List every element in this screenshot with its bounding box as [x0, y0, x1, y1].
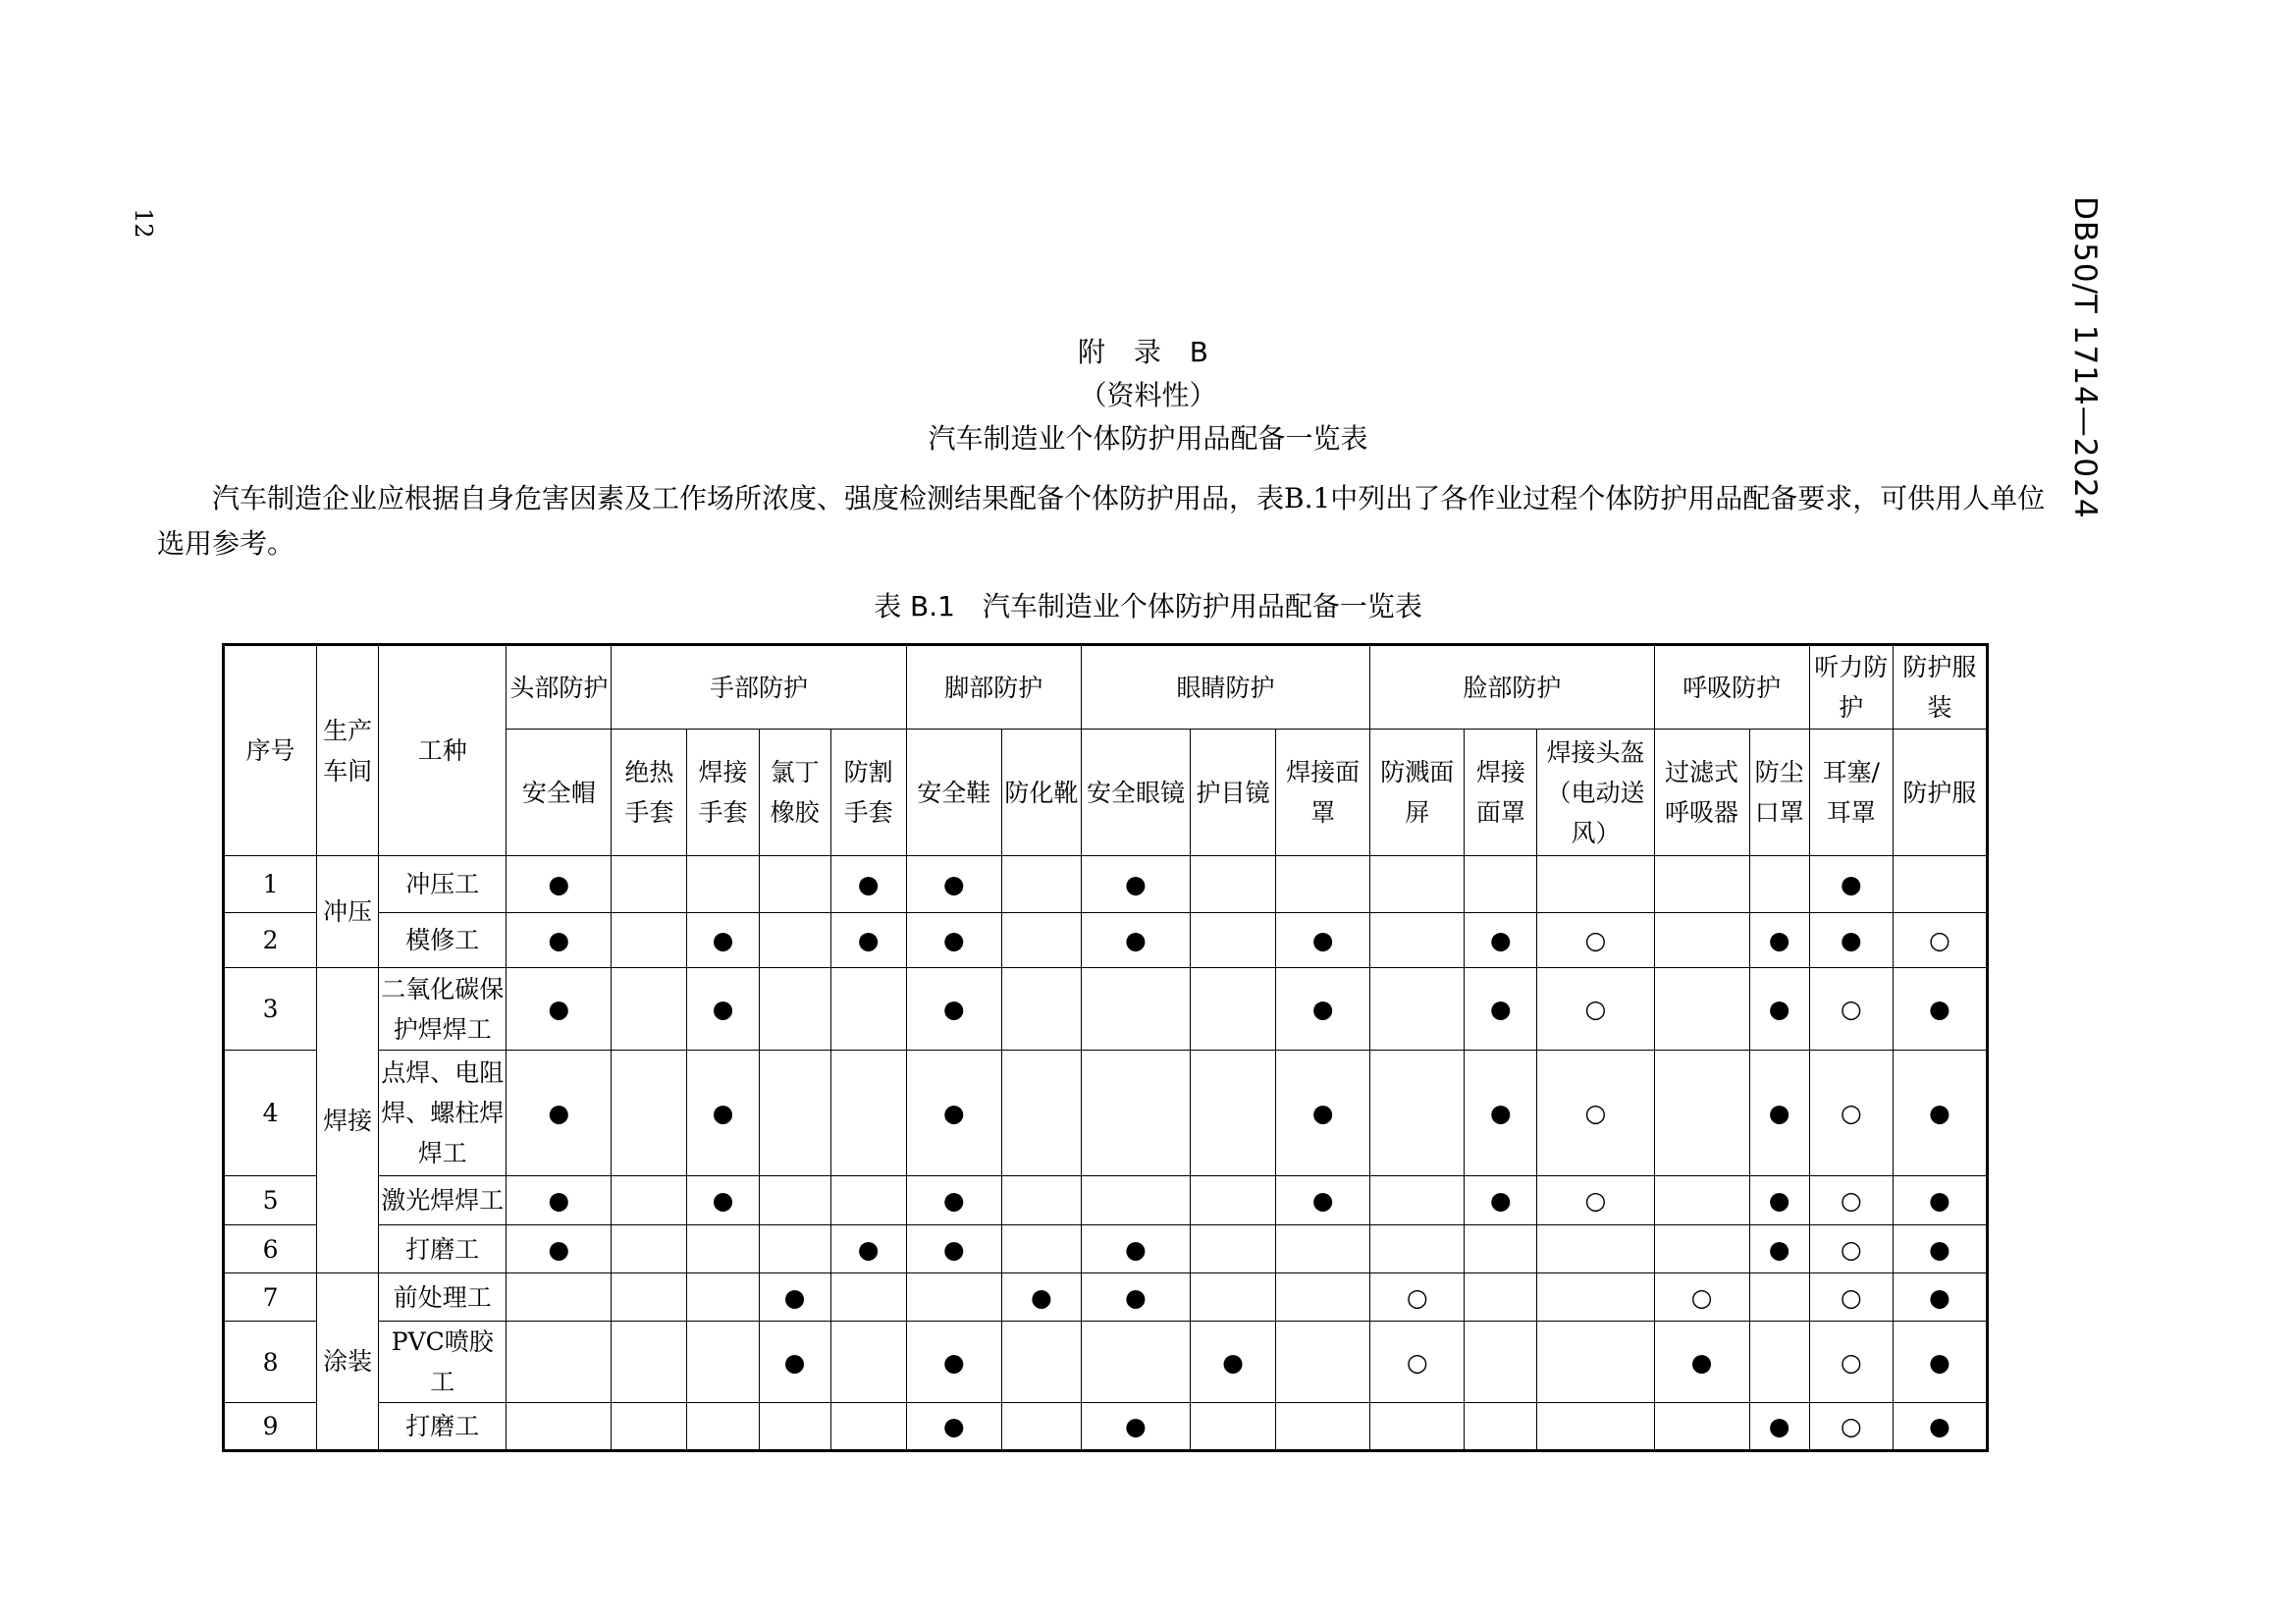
empty-cell — [1465, 1225, 1537, 1273]
header-group-hand: 手部防护 — [612, 645, 906, 730]
header-item: 焊接面罩 — [1465, 730, 1537, 856]
empty-cell — [1654, 1051, 1749, 1176]
empty-cell — [1276, 1273, 1370, 1322]
table-row — [224, 968, 1988, 1051]
header-item: 绝热手套 — [612, 730, 687, 856]
header-group-face: 脸部防护 — [1370, 645, 1654, 730]
row-seq: 4 — [224, 1051, 317, 1176]
header-item: 护目镜 — [1191, 730, 1276, 856]
header-item: 过滤式呼吸器 — [1654, 730, 1749, 856]
empty-cell — [1893, 856, 1987, 913]
empty-cell — [612, 913, 687, 968]
header-item: 安全帽 — [507, 730, 612, 856]
empty-cell — [1081, 968, 1190, 1051]
empty-cell — [759, 968, 830, 1051]
ppe-table — [222, 643, 1989, 1452]
required-mark: ● — [906, 1051, 1001, 1176]
empty-cell — [759, 1051, 830, 1176]
table-row — [224, 913, 1988, 968]
table-row — [224, 1322, 1988, 1403]
row-job: 冲压工 — [379, 856, 507, 913]
empty-cell — [1370, 1051, 1465, 1176]
header-item: 防溅面屏 — [1370, 730, 1465, 856]
row-seq: 7 — [224, 1273, 317, 1322]
empty-cell — [1537, 1225, 1654, 1273]
required-mark: ● — [1809, 913, 1893, 968]
empty-cell — [1654, 968, 1749, 1051]
required-mark: ● — [507, 968, 612, 1051]
empty-cell — [1001, 1051, 1081, 1176]
required-mark: ● — [1749, 968, 1809, 1051]
empty-cell — [1191, 1176, 1276, 1225]
page-number: 12 — [130, 208, 157, 239]
empty-cell — [759, 913, 830, 968]
empty-cell — [1191, 913, 1276, 968]
table-row — [224, 1273, 1988, 1322]
required-mark: ● — [1749, 1225, 1809, 1273]
header-item: 氯丁橡胶 — [759, 730, 830, 856]
row-seq: 1 — [224, 856, 317, 913]
empty-cell — [507, 1322, 612, 1403]
empty-cell — [1537, 1403, 1654, 1451]
row-seq: 6 — [224, 1225, 317, 1273]
row-job: 二氧化碳保护焊焊工 — [379, 968, 507, 1051]
required-mark: ● — [1893, 1051, 1987, 1176]
optional-mark: ○ — [1370, 1322, 1465, 1403]
header-item: 焊接手套 — [687, 730, 759, 856]
required-mark: ● — [906, 856, 1001, 913]
empty-cell — [612, 1225, 687, 1273]
empty-cell — [1001, 913, 1081, 968]
row-job: PVC喷胶工 — [379, 1322, 507, 1403]
empty-cell — [1191, 1403, 1276, 1451]
empty-cell — [1001, 1403, 1081, 1451]
header-item: 安全鞋 — [906, 730, 1001, 856]
empty-cell — [1001, 1176, 1081, 1225]
required-mark: ● — [1276, 1051, 1370, 1176]
header-group-clothing: 防护服装 — [1893, 645, 1987, 730]
required-mark: ● — [1749, 1176, 1809, 1225]
table-row — [224, 856, 1988, 913]
optional-mark: ○ — [1809, 1176, 1893, 1225]
row-workshop: 冲压 — [317, 856, 379, 968]
empty-cell — [1749, 1322, 1809, 1403]
required-mark: ● — [1809, 856, 1893, 913]
required-mark: ● — [507, 1176, 612, 1225]
empty-cell — [759, 1225, 830, 1273]
required-mark: ● — [759, 1273, 830, 1322]
row-workshop: 涂装 — [317, 1273, 379, 1451]
required-mark: ● — [830, 1225, 906, 1273]
empty-cell — [830, 1051, 906, 1176]
table-body — [224, 645, 1988, 1451]
required-mark: ● — [1893, 1322, 1987, 1403]
empty-cell — [687, 1273, 759, 1322]
document-code: DB50/T 1714—2024 — [2067, 196, 2103, 519]
empty-cell — [687, 856, 759, 913]
required-mark: ● — [1893, 1403, 1987, 1451]
empty-cell — [507, 1273, 612, 1322]
empty-cell — [687, 1403, 759, 1451]
header-seq: 序号 — [224, 645, 317, 856]
required-mark: ● — [687, 913, 759, 968]
optional-mark: ○ — [1537, 913, 1654, 968]
required-mark: ● — [1276, 913, 1370, 968]
empty-cell — [1654, 856, 1749, 913]
empty-cell — [1654, 1176, 1749, 1225]
empty-cell — [612, 1322, 687, 1403]
required-mark: ● — [906, 1322, 1001, 1403]
empty-cell — [1749, 856, 1809, 913]
empty-cell — [1001, 1225, 1081, 1273]
required-mark: ● — [1191, 1322, 1276, 1403]
required-mark: ● — [507, 856, 612, 913]
appendix-heading: 汽车制造业个体防护用品配备一览表 — [928, 422, 1368, 455]
required-mark: ● — [830, 856, 906, 913]
empty-cell — [1191, 1225, 1276, 1273]
empty-cell — [759, 1403, 830, 1451]
required-mark: ● — [906, 913, 1001, 968]
empty-cell — [759, 856, 830, 913]
header-item: 焊接面罩 — [1276, 730, 1370, 856]
empty-cell — [687, 1225, 759, 1273]
empty-cell — [1537, 856, 1654, 913]
empty-cell — [1191, 968, 1276, 1051]
optional-mark: ○ — [1537, 1051, 1654, 1176]
empty-cell — [1081, 1176, 1190, 1225]
required-mark: ● — [1749, 1403, 1809, 1451]
optional-mark: ○ — [1537, 1176, 1654, 1225]
required-mark: ● — [1893, 1225, 1987, 1273]
empty-cell — [1370, 968, 1465, 1051]
required-mark: ● — [906, 1176, 1001, 1225]
required-mark: ● — [1893, 1176, 1987, 1225]
row-workshop: 焊接 — [317, 968, 379, 1273]
required-mark: ● — [1465, 1176, 1537, 1225]
intro-paragraph: 汽车制造企业应根据自身危害因素及工作场所浓度、强度检测结果配备个体防护用品，表B.1中列出了各作业过程个体防护用品配备要求，可供用人单位选用参考。 — [157, 482, 2046, 560]
required-mark: ● — [1276, 1176, 1370, 1225]
row-job: 打磨工 — [379, 1225, 507, 1273]
required-mark: ● — [687, 1176, 759, 1225]
header-item: 安全眼镜 — [1081, 730, 1190, 856]
required-mark: ● — [687, 968, 759, 1051]
required-mark: ● — [1465, 968, 1537, 1051]
required-mark: ● — [687, 1051, 759, 1176]
optional-mark: ○ — [1654, 1273, 1749, 1322]
empty-cell — [687, 1322, 759, 1403]
row-seq: 8 — [224, 1322, 317, 1403]
required-mark: ● — [1081, 1273, 1190, 1322]
required-mark: ● — [906, 1225, 1001, 1273]
header-group-eye: 眼睛防护 — [1081, 645, 1369, 730]
empty-cell — [1749, 1273, 1809, 1322]
table-row — [224, 1403, 1988, 1451]
row-job: 前处理工 — [379, 1273, 507, 1322]
empty-cell — [1191, 856, 1276, 913]
required-mark: ● — [507, 913, 612, 968]
table-row — [224, 1051, 1988, 1176]
empty-cell — [1370, 1176, 1465, 1225]
header-job: 工种 — [379, 645, 507, 856]
required-mark: ● — [507, 1051, 612, 1176]
empty-cell — [830, 1273, 906, 1322]
optional-mark: ○ — [1809, 968, 1893, 1051]
required-mark: ● — [1654, 1322, 1749, 1403]
empty-cell — [1001, 856, 1081, 913]
optional-mark: ○ — [1893, 913, 1987, 968]
header-group-hearing: 听力防护 — [1809, 645, 1893, 730]
optional-mark: ○ — [1809, 1273, 1893, 1322]
empty-cell — [1081, 1322, 1190, 1403]
row-seq: 3 — [224, 968, 317, 1051]
row-job: 打磨工 — [379, 1403, 507, 1451]
header-item: 耳塞/耳罩 — [1809, 730, 1893, 856]
required-mark: ● — [1001, 1273, 1081, 1322]
required-mark: ● — [1276, 968, 1370, 1051]
required-mark: ● — [1465, 913, 1537, 968]
required-mark: ● — [1081, 1403, 1190, 1451]
required-mark: ● — [906, 1403, 1001, 1451]
header-workshop: 生产车间 — [317, 645, 379, 856]
empty-cell — [612, 1403, 687, 1451]
required-mark: ● — [906, 968, 1001, 1051]
row-seq: 5 — [224, 1176, 317, 1225]
empty-cell — [830, 1176, 906, 1225]
row-seq: 9 — [224, 1403, 317, 1451]
optional-mark: ○ — [1370, 1273, 1465, 1322]
empty-cell — [1276, 1322, 1370, 1403]
empty-cell — [1654, 913, 1749, 968]
required-mark: ● — [1465, 1051, 1537, 1176]
empty-cell — [830, 1403, 906, 1451]
empty-cell — [1537, 1273, 1654, 1322]
empty-cell — [1537, 1322, 1654, 1403]
required-mark: ● — [1081, 1225, 1190, 1273]
empty-cell — [1276, 1403, 1370, 1451]
empty-cell — [1465, 1273, 1537, 1322]
empty-cell — [1001, 1322, 1081, 1403]
empty-cell — [1465, 856, 1537, 913]
empty-cell — [830, 1322, 906, 1403]
required-mark: ● — [830, 913, 906, 968]
empty-cell — [1191, 1051, 1276, 1176]
header-item: 防割手套 — [830, 730, 906, 856]
empty-cell — [1654, 1403, 1749, 1451]
header-group-row — [224, 645, 1988, 730]
empty-cell — [1370, 913, 1465, 968]
header-item: 防尘口罩 — [1749, 730, 1809, 856]
required-mark: ● — [1749, 913, 1809, 968]
required-mark: ● — [1893, 1273, 1987, 1322]
header-group-head: 头部防护 — [507, 645, 612, 730]
empty-cell — [1654, 1225, 1749, 1273]
row-job: 点焊、电阻焊、螺柱焊焊工 — [379, 1051, 507, 1176]
empty-cell — [612, 856, 687, 913]
required-mark: ● — [1749, 1051, 1809, 1176]
empty-cell — [1370, 1403, 1465, 1451]
required-mark: ● — [1893, 968, 1987, 1051]
optional-mark: ○ — [1809, 1051, 1893, 1176]
header-group-respiratory: 呼吸防护 — [1654, 645, 1809, 730]
table-caption: 表 B.1 汽车制造业个体防护用品配备一览表 — [874, 590, 1422, 623]
appendix-title: 附 录 B — [1077, 336, 1218, 368]
empty-cell — [1370, 856, 1465, 913]
empty-cell — [507, 1403, 612, 1451]
required-mark: ● — [507, 1225, 612, 1273]
empty-cell — [830, 968, 906, 1051]
table-row — [224, 1176, 1988, 1225]
table-row — [224, 1225, 1988, 1273]
optional-mark: ○ — [1809, 1225, 1893, 1273]
empty-cell — [1465, 1322, 1537, 1403]
empty-cell — [1191, 1273, 1276, 1322]
header-item: 防化靴 — [1001, 730, 1081, 856]
row-job: 模修工 — [379, 913, 507, 968]
optional-mark: ○ — [1809, 1322, 1893, 1403]
header-item: 焊接头盔（电动送风） — [1537, 730, 1654, 856]
empty-cell — [1276, 856, 1370, 913]
empty-cell — [759, 1176, 830, 1225]
empty-cell — [612, 1051, 687, 1176]
row-seq: 2 — [224, 913, 317, 968]
empty-cell — [1276, 1225, 1370, 1273]
empty-cell — [1001, 968, 1081, 1051]
header-group-foot: 脚部防护 — [906, 645, 1081, 730]
empty-cell — [1081, 1051, 1190, 1176]
required-mark: ● — [1081, 856, 1190, 913]
required-mark: ● — [759, 1322, 830, 1403]
empty-cell — [612, 968, 687, 1051]
required-mark: ● — [1081, 913, 1190, 968]
empty-cell — [1370, 1225, 1465, 1273]
optional-mark: ○ — [1537, 968, 1654, 1051]
empty-cell — [612, 1273, 687, 1322]
optional-mark: ○ — [1809, 1403, 1893, 1451]
empty-cell — [612, 1176, 687, 1225]
row-job: 激光焊焊工 — [379, 1176, 507, 1225]
header-item: 防护服 — [1893, 730, 1987, 856]
empty-cell — [1465, 1403, 1537, 1451]
empty-cell — [906, 1273, 1001, 1322]
appendix-type: （资料性） — [1079, 379, 1217, 411]
